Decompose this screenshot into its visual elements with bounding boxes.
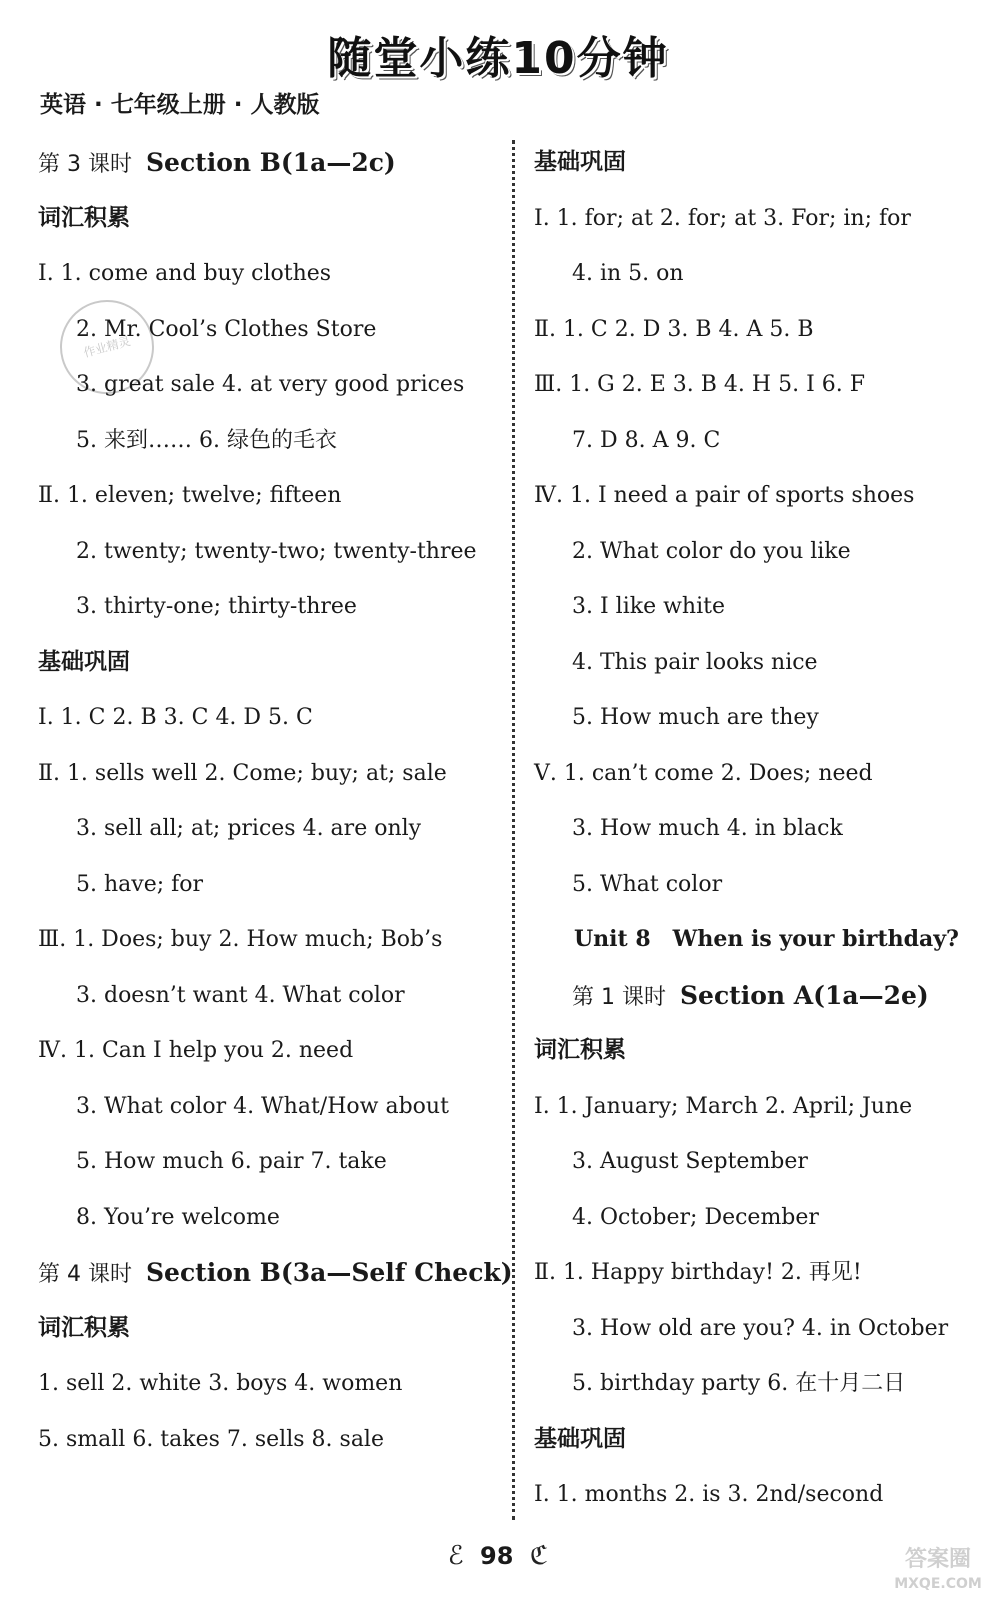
stamp-watermark: 作业精灵 [49,289,164,404]
section-heading: 基础巩固 [38,648,130,675]
answer-line: Ⅲ. 1. G 2. E 3. B 4. H 5. I 6. F [534,372,866,397]
lesson-label: 第 1 课时 [572,984,666,1010]
answer-line: Ⅱ. 1. eleven; twelve; fifteen [38,483,342,508]
answer-line: 3. How much 4. in black [572,816,843,841]
left-column [38,135,513,1467]
answer-line: 8. You’re welcome [76,1204,280,1230]
answer-line: 3. How old are you? 4. in October [572,1315,949,1341]
lesson-title [38,1245,513,1301]
footer-ornament-left-icon: ℰ [447,1541,464,1571]
answer-line: 3. thirty-one; thirty-three [76,594,357,619]
answer-line: 5. 来到…… 6. 绿色的毛衣 [76,427,337,453]
answer-line: 5. birthday party 6. 在十月二日 [572,1371,906,1396]
section-title: Section B(1a—2c) [145,148,396,177]
page-title: 随堂小练10分钟 [327,33,669,84]
answer-line: 5. How much are they [572,705,819,730]
answer-line: 3. August September [572,1149,808,1174]
right-column [534,135,964,1523]
section-heading: 词汇积累 [38,204,130,231]
answer-line: 5. What color [572,871,723,897]
section-heading: 基础巩固 [534,149,626,175]
subject-label: 英语 · 七年级上册 · 人教版 [40,92,320,118]
answer-line: Ⅳ. 1. Can I help you 2. need [38,1038,354,1063]
watermark-line2: MXQE.COM [894,1576,982,1592]
answer-line: 2. What color do you like [572,538,851,564]
answer-line: 2. Mr. Cool’s Clothes Store [76,316,377,342]
answer-line: 4. in 5. on [572,261,684,286]
answer-line: 3. sell all; at; prices 4. are only [76,816,422,841]
answer-line: 5. How much 6. pair 7. take [76,1149,387,1174]
answer-line: Ⅴ. 1. can’t come 2. Does; need [534,760,873,786]
answer-line: Ⅰ. 1. come and buy clothes [38,261,332,286]
answer-line: Ⅰ. 1. January; March 2. April; June [534,1093,913,1119]
lesson-title [38,135,498,191]
site-watermark [888,1548,988,1598]
unit-label: Unit 8 [574,926,651,952]
answer-line: 5. small 6. takes 7. sells 8. sale [38,1426,384,1452]
section-heading: 词汇积累 [38,1314,130,1341]
lesson-title [534,968,964,1024]
section-title: When is your birthday? [672,926,959,952]
unit-title [534,912,964,968]
answer-line: 2. twenty; twenty-two; twenty-three [76,538,477,564]
answer-line: Ⅱ. 1. C 2. D 3. B 4. A 5. B [534,316,814,342]
answer-line: Ⅰ. 1. months 2. is 3. 2nd/second [534,1482,884,1507]
section-heading: 基础巩固 [534,1425,626,1452]
answer-line: 3. doesn’t want 4. What color [76,982,405,1008]
answer-line: 3. What color 4. What/How about [76,1093,449,1119]
answer-line: 5. have; for [76,871,204,897]
answer-line: Ⅰ. 1. C 2. B 3. C 4. D 5. C [38,705,313,730]
answer-line: 3. I like white [572,594,725,619]
answer-line: Ⅱ. 1. sells well 2. Come; buy; at; sale [38,760,447,786]
section-title: Section B(3a—Self Check) [145,1258,513,1287]
section-title: Section A(1a—2e) [679,980,929,1010]
answer-line: Ⅳ. 1. I need a pair of sports shoes [534,483,915,508]
answer-line: Ⅱ. 1. Happy birthday! 2. 再见! [534,1260,862,1285]
answer-line: Ⅰ. 1. for; at 2. for; at 3. For; in; for [534,205,911,231]
lesson-label: 第 3 课时 [38,152,132,177]
page-number: 98 [480,1542,514,1570]
answer-line: 4. October; December [572,1204,819,1230]
answer-line: 1. sell 2. white 3. boys 4. women [38,1371,403,1396]
column-divider [512,140,515,1520]
answer-line: 3. great sale 4. at very good prices [76,372,465,397]
watermark-line1: 答案圈 [904,1547,971,1572]
footer-ornament-right-icon: ℭ [529,1541,549,1571]
answer-line: 4. This pair looks nice [572,649,818,675]
answer-line: 7. D 8. A 9. C [572,427,721,453]
page-footer [0,1541,996,1571]
answer-line: Ⅲ. 1. Does; buy 2. How much; Bob’s [38,927,443,952]
lesson-label: 第 4 课时 [38,1262,132,1287]
section-heading: 词汇积累 [534,1037,626,1063]
